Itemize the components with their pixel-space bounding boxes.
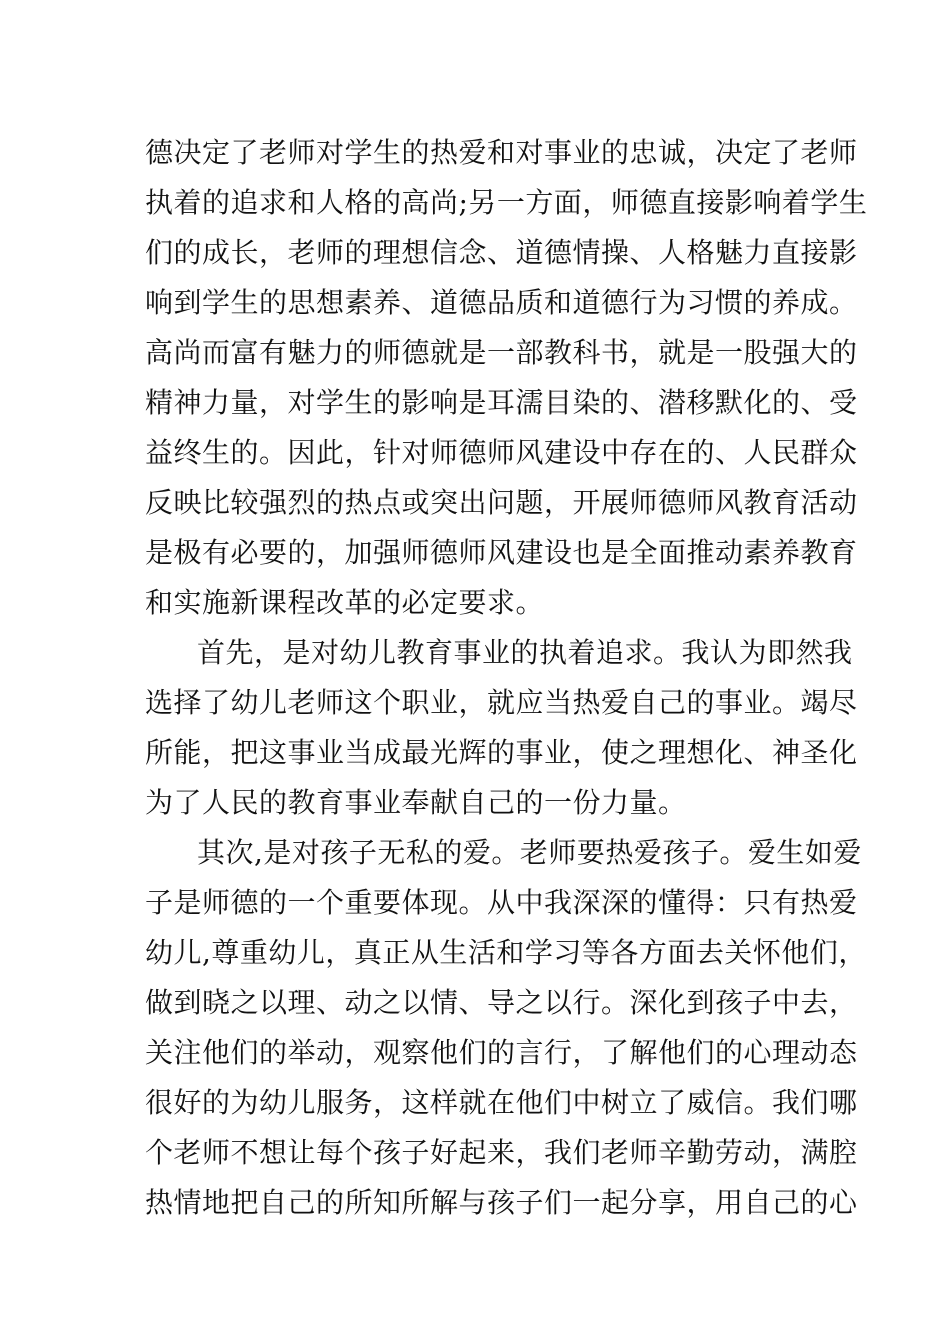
text-line: 反映比较强烈的热点或突出问题，开展师德师风教育活动 xyxy=(145,486,858,519)
text-line: 是极有必要的，加强师德师风建设也是全面推动素养教育 xyxy=(145,536,858,569)
text-line: 关注他们的举动，观察他们的言行，了解他们的心理动态 xyxy=(145,1036,858,1069)
text-line: 高尚而富有魅力的师德就是一部教科书，就是一股强大的 xyxy=(145,336,858,369)
text-line: 其次,是对孩子无私的爱。老师要热爱孩子。爱生如爱 xyxy=(197,836,862,869)
text-line: 首先，是对幼儿教育事业的执着追求。我认为即然我 xyxy=(197,636,853,669)
text-line: 益终生的。因此，针对师德师风建设中存在的、人民群众 xyxy=(145,436,858,469)
text-line: 很好的为幼儿服务，这样就在他们中树立了威信。我们哪 xyxy=(145,1086,858,1119)
text-line: 选择了幼儿老师这个职业，就应当热爱自己的事业。竭尽 xyxy=(145,686,858,719)
text-line: 执着的追求和人格的高尚;另一方面，师德直接影响着学生 xyxy=(145,186,868,219)
text-line: 为了人民的教育事业奉献自己的一份力量。 xyxy=(145,786,687,819)
text-line: 精神力量，对学生的影响是耳濡目染的、潜移默化的、受 xyxy=(145,386,858,419)
text-line: 热情地把自己的所知所解与孩子们一起分享，用自己的心 xyxy=(145,1186,858,1219)
text-line: 所能，把这事业当成最光辉的事业，使之理想化、神圣化 xyxy=(145,736,858,769)
text-line: 和实施新课程改革的必定要求。 xyxy=(145,586,545,619)
text-line: 子是师德的一个重要体现。从中我深深的懂得：只有热爱 xyxy=(145,886,858,919)
text-line: 们的成长，老师的理想信念、道德情操、人格魅力直接影 xyxy=(145,236,858,269)
text-line: 个老师不想让每个孩子好起来，我们老师辛勤劳动，满腔 xyxy=(145,1136,858,1169)
text-line: 做到晓之以理、动之以情、导之以行。深化到孩子中去， xyxy=(145,986,858,1019)
text-line: 响到学生的思想素养、道德品质和道德行为习惯的养成。 xyxy=(145,286,858,319)
text-line: 幼儿,尊重幼儿，真正从生活和学习等各方面去关怀他们， xyxy=(145,936,867,969)
text-line: 德决定了老师对学生的热爱和对事业的忠诚，决定了老师 xyxy=(145,136,858,169)
body-text xyxy=(145,128,868,1228)
